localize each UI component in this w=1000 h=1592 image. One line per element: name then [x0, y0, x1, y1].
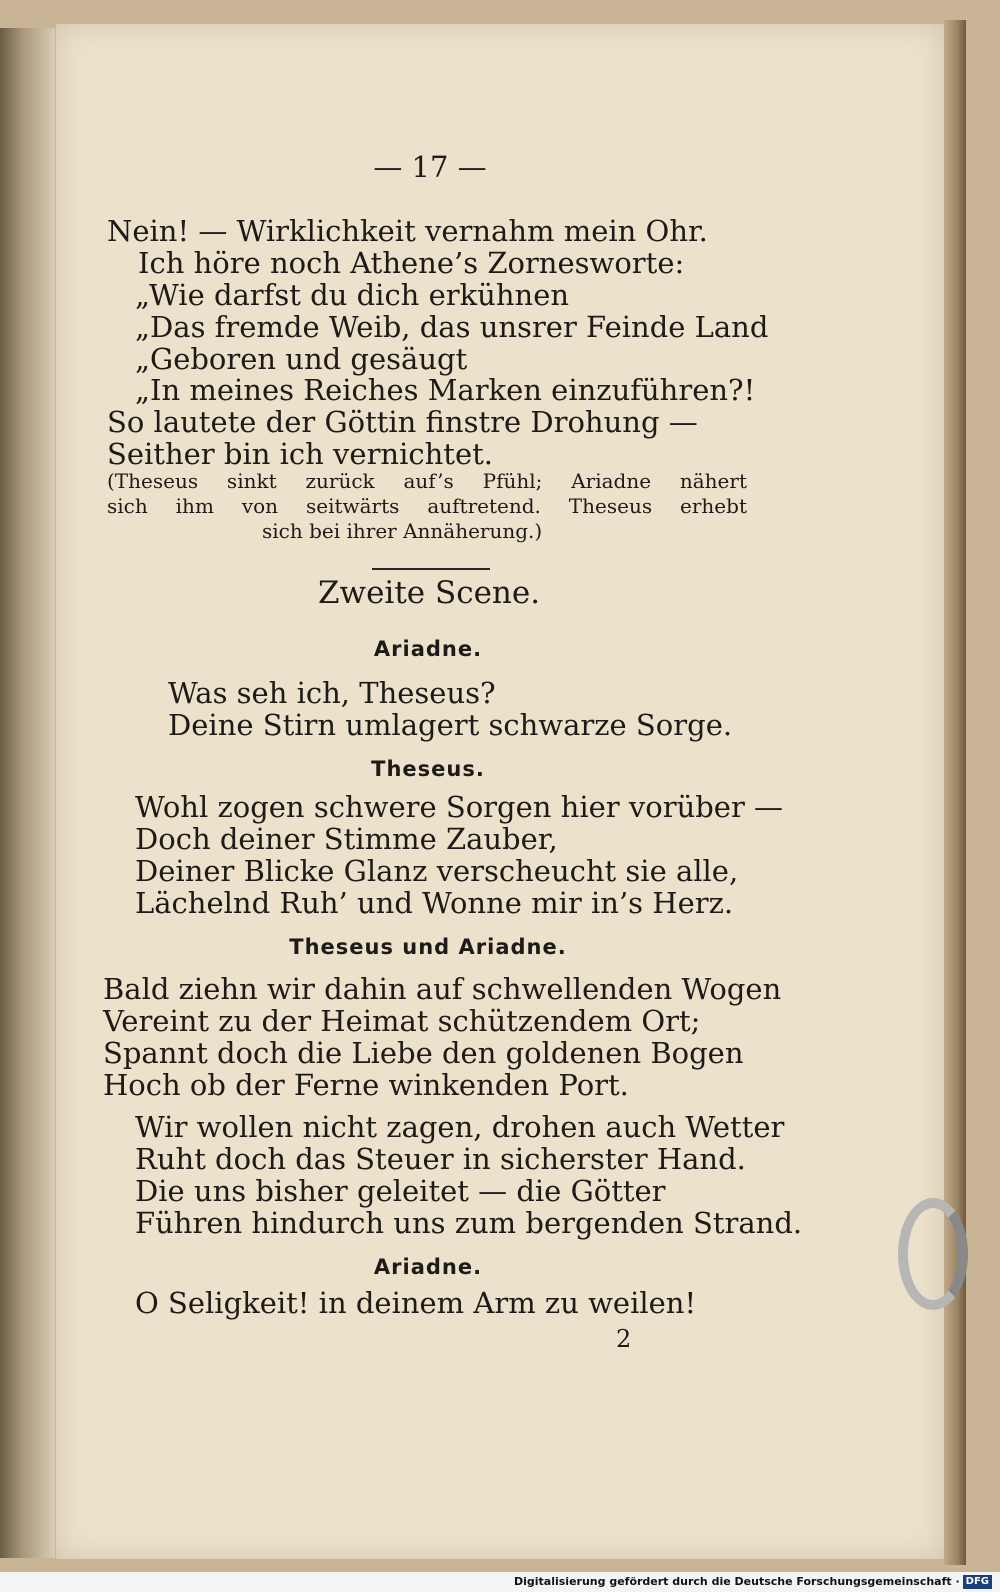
verse-line: Bald ziehn wir dahin auf schwellenden Wogen — [103, 972, 782, 1006]
page-number: — 17 — — [373, 150, 487, 184]
stage-direction-line: sich bei ihrer Annäherung.) — [262, 519, 543, 543]
verse-line: „Das fremde Weib, das unsrer Feinde Land — [135, 310, 769, 344]
footer-text: Digitalisierung gefördert durch die Deutsche Forschungsgemeinschaft · — [513, 1575, 960, 1588]
verse-line: „Wie darfst du dich erkühnen — [135, 278, 570, 312]
verse-line: Wohl zogen schwere Sorgen hier vorüber — — [135, 790, 784, 824]
verse-line: Seither bin ich vernichtet. — [107, 437, 493, 471]
signature-mark: 2 — [616, 1325, 632, 1353]
verse-line: Doch deiner Stimme Zauber, — [135, 822, 558, 856]
verse-line: „In meines Reiches Marken einzuführen?! — [135, 373, 756, 407]
page-clip — [898, 1198, 968, 1310]
section-divider — [372, 568, 490, 570]
verse-line: Vereint zu der Heimat schützendem Ort; — [103, 1004, 701, 1038]
verse-line: So lautete der Göttin finstre Drohung — — [107, 405, 698, 439]
verse-line: „Geboren und gesäugt — [135, 342, 468, 376]
scene-title: Zweite Scene. — [318, 575, 541, 611]
dfg-logo: DFG — [963, 1575, 992, 1589]
speaker-name: Ariadne. — [373, 637, 483, 661]
stage-direction-line: sich ihm von seitwärts auftretend. Theseus erhebt — [107, 494, 747, 518]
speaker-name: Theseus. — [371, 757, 485, 781]
verse-line: Deiner Blicke Glanz verscheucht sie alle, — [135, 854, 739, 888]
verse-line: O Seligkeit! in deinem Arm zu weilen! — [135, 1286, 697, 1320]
stage-direction-line: (Theseus sinkt zurück auf’s Pfühl; Ariadne nähert — [107, 469, 747, 493]
verse-line: Spannt doch die Liebe den goldenen Bogen — [103, 1036, 744, 1070]
verse-line: Was seh ich, Theseus? — [168, 676, 496, 710]
verse-line: Lächelnd Ruh’ und Wonne mir in’s Herz. — [135, 886, 734, 920]
verse-line: Führen hindurch uns zum bergenden Strand. — [135, 1206, 803, 1240]
verse-line: Wir wollen nicht zagen, drohen auch Wetter — [135, 1110, 785, 1144]
verse-line: Deine Stirn umlagert schwarze Sorge. — [168, 708, 733, 742]
speaker-name: Theseus und Ariadne. — [289, 935, 567, 959]
verse-line: Nein! — Wirklichkeit vernahm mein Ohr. — [107, 214, 708, 248]
footer-attribution — [0, 1572, 1000, 1592]
verse-line: Ruht doch das Steuer in sicherster Hand. — [135, 1142, 746, 1176]
verse-line: Hoch ob der Ferne winkenden Port. — [103, 1068, 629, 1102]
verse-line: Ich höre noch Athene’s Zornesworte: — [138, 246, 685, 280]
verse-line: Die uns bisher geleitet — die Götter — [135, 1174, 666, 1208]
speaker-name: Ariadne. — [373, 1255, 483, 1279]
